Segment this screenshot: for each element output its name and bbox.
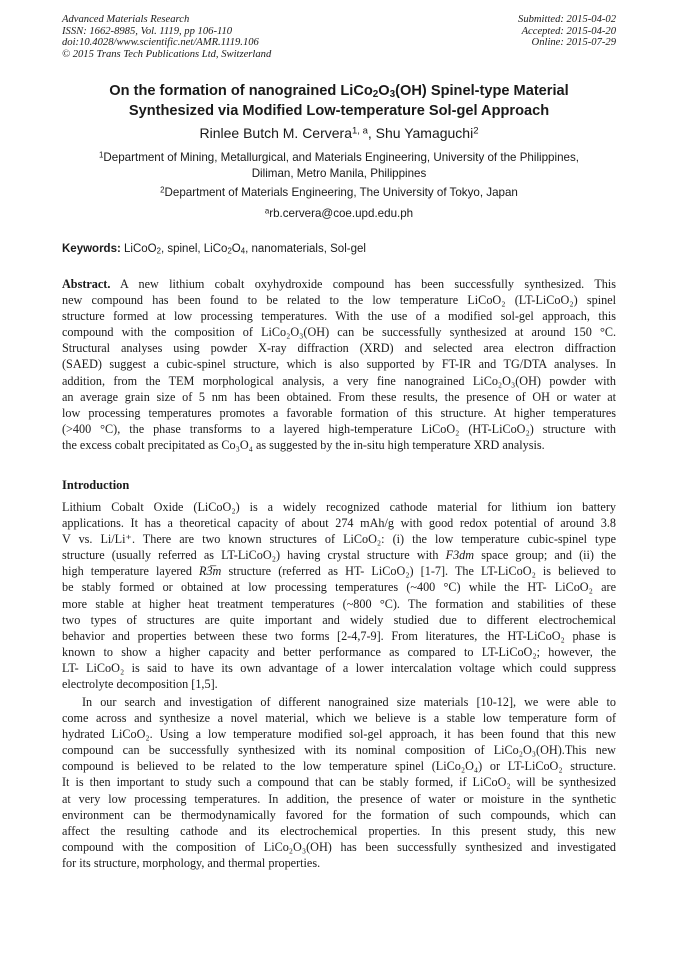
author-1: Rinlee Butch M. Cervera — [199, 125, 352, 141]
author-list: Rinlee Butch M. Cervera$^{1, a}$, Shu Yamaguchi$^2$ — [199, 125, 479, 141]
abstract-label: Abstract. — [62, 277, 111, 291]
title-line-2: Synthesized via Modified Low-temperature Sol-gel Approach — [128, 103, 550, 119]
title-line-1: On the formation of nanograined $LiCo_2O_3(OH)$ Spinel-type Material — [109, 83, 569, 100]
keywords-label: Keywords: — [62, 243, 121, 255]
keywords: Keywords: LiCoO$_2$, spinel, $LiCo_2O_4$, nanomaterials, Sol-gel — [62, 243, 366, 256]
author-email[interactable]: $^a$rb.cervera@coe.upd.edu.ph — [264, 206, 414, 220]
journal-issn: ISSN: 1662-8985, Vol. 1119, pp 106-110 — [62, 25, 233, 37]
author-2: Shu Yamaguchi — [375, 125, 474, 141]
date-online: Online: 2015-07-29 — [531, 37, 616, 48]
introduction-paragraph-2: In our search and investigation of different nanograined size materials [10-12], we were able to come across and synthesize a novel material, which we believe is a stable low temperature form of hydrated LiCoO₂. Using a low temperature modified sol-gel approach, it has been found that this new compound can be successfully synthesized with its nominal composition of LiCo₂O₃(OH).This new compound is believed to be related to the low temperature spinel (LiCo₂O₄) or LT-LiCoO₂ structure. It is then important to study such a compound that can be stably formed, if LiCoO₂ will be synthesized at very low processing temperatures. In addition, the presence of water or moisture in the synthetic environment can be thermodynamically favored for the formation of such compounds, which can affect the resulting cathode and its electrochemical properties. In this present study, this new compound with the composition of LiCo₂O₃(OH) has been successfully synthesized and investigated for its structure, morphology, and thermal properties. — [62, 695, 616, 870]
date-accepted: Accepted: 2015-04-20 — [521, 25, 616, 37]
affiliation-2: $^2$Department of Materials Engineering, The University of Tokyo, Japan — [160, 185, 518, 199]
journal-doi: doi:10.4028/www.scientific.net/AMR.1119.106 — [62, 37, 259, 48]
journal-copyright: © 2015 Trans Tech Publications Ltd, Switzerland — [62, 48, 272, 60]
affiliation-1: $^1$Department of Mining, Metallurgical, and Materials Engineering, University of the Philippines, Diliman, Metro Manila, Philippines — [99, 150, 579, 180]
introduction-paragraph-1: Lithium Cobalt Oxide (LiCoO₂) is a widely recognized cathode material for lithium ion battery applications. It has a theoretical capacity of about 274 mAh/g with good redox potential of around 3.8 V vs. Li/Li⁺. There are two known structures of LiCoO₂: (i) the low temperature cubic-spinel type structure (usually referred as LT-LiCoO₂) having crystal structure with F3dm space group; and (ii) the high temperature layered R3̅m structure (referred as HT- LiCoO₂) [1-7]. The LT-LiCoO₂ is believed to be stably formed or obtained at low processing temperatures (~400 °C) while the HT- LiCoO₂ are more stable at higher heat treatment temperatures (~800 °C). The formation and stabilities of these two types of structures are quite important and widely studied due to different electrochemical behavior and properties between these two forms [2-4,7-9]. From literatures, the HT-LiCoO₂ phase is known to show a higher capacity and better performance as compared to LT-LiCoO₂; however, the LT- LiCoO₂ is said to have its own advantage of a lower intercalation voltage which could suppress electrolyte decomposition [1,5]. — [62, 500, 616, 692]
abstract: Abstract. A new lithium cobalt oxyhydroxide compound has been successfully synthesized. This new compound has been found to be related to the low temperature LiCoO₂ (LT-LiCoO₂) spinel structure formed at low processing temperatures. With the use of a modified sol-gel approach, this compound with the composition of LiCo₂O₃(OH) can be successfully synthesized at around 150 °C. Structural analyses using powder X-ray diffraction (XRD) and selected area electron diffraction (SAED) suggest a cubic-spinel structure, which is also supported by FT-IR and TG/DTA analyses. In addition, from the TEM morphological analysis, a very fine nanograined LiCo₂O₃(OH) powder with an average grain size of 5 nm has been obtained. From these results, the presence of OH or water at low processing temperatures promotes a favorable formation of this structure. At higher temperatures (>400 °C), the phase transforms to a layered high-temperature LiCoO₂ (HT-LiCoO₂) structure with the excess cobalt precipitated as Co₃O₄ as suggested by the in-situ high temperature XRD analysis. — [62, 277, 616, 452]
article-dates — [518, 14, 616, 49]
paper-title — [60, 81, 618, 121]
journal-info — [62, 14, 271, 60]
date-submitted: Submitted: 2015-04-02 — [518, 14, 616, 25]
journal-name: Advanced Materials Research — [62, 14, 190, 25]
section-heading-introduction: Introduction — [62, 478, 130, 492]
